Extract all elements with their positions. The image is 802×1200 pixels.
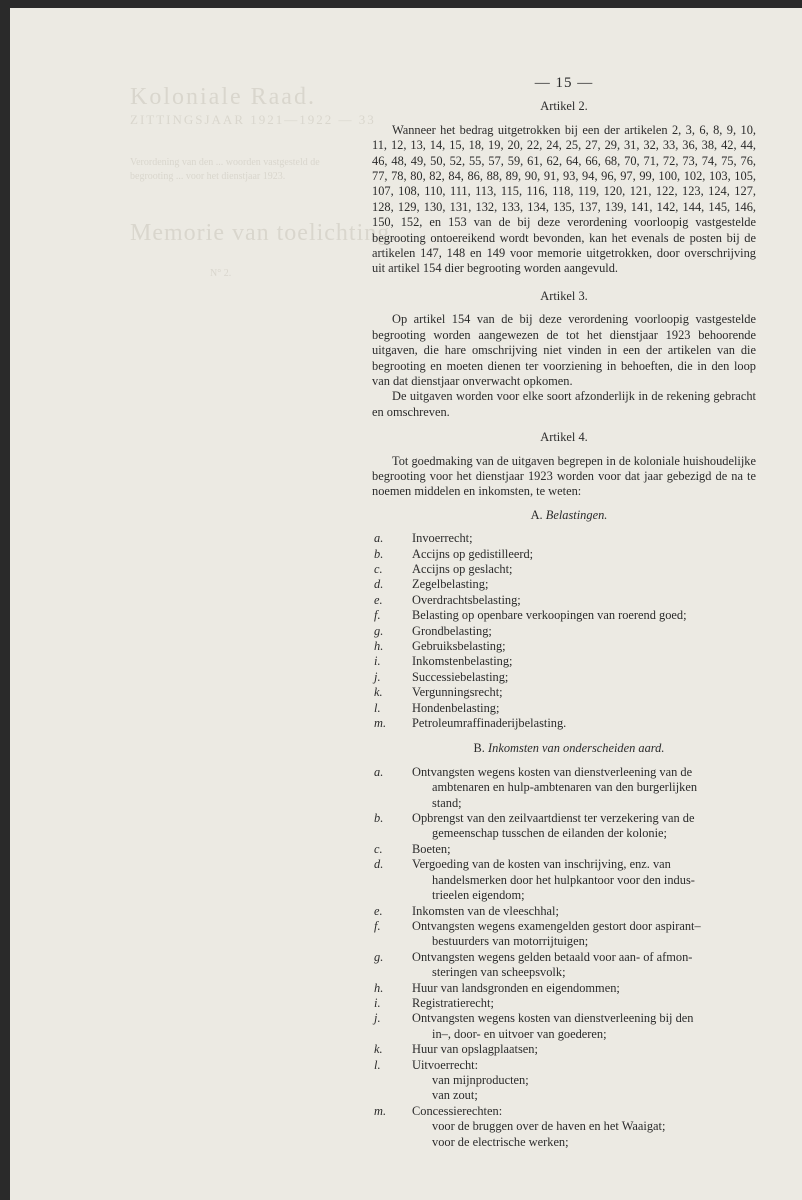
list-item-line: Vergoeding van de kosten van inschrijving, enz. van (412, 857, 671, 872)
list-item (372, 547, 756, 562)
list-item-letter: f. (374, 918, 381, 933)
list-item-line: Concessierechten: (412, 1103, 503, 1118)
section-a-heading (382, 508, 756, 523)
list-item-letter: c. (374, 841, 383, 856)
list-item (372, 1058, 756, 1104)
list-item (372, 765, 756, 811)
list-item (372, 996, 756, 1011)
list-item (372, 857, 756, 903)
page-number: — 15 — (534, 75, 594, 91)
list-item-letter: i. (374, 995, 381, 1010)
list-item-letter: m. (374, 716, 387, 731)
bleed-through-note: Verordening van den ... woorden vastgesteld de begrooting ... voor het dienstjaar 1923. (130, 157, 320, 182)
list-item-letter: m. (374, 1103, 387, 1118)
list-item-text: Accijns op geslacht; (412, 561, 513, 576)
list-item (372, 950, 756, 981)
list-item-line: Ontvangsten wegens kosten van dienstverleening van de (412, 764, 693, 779)
list-item-text: Overdrachtsbelasting; (412, 592, 521, 607)
list-item-letter: h. (374, 980, 384, 995)
list-item (372, 654, 756, 669)
list-item-line: bestuurders van motorrijtuigen; (432, 934, 589, 949)
list-item-text (412, 1011, 756, 1042)
list-item (372, 670, 756, 685)
list-item-text: Invoerrecht; (412, 531, 473, 546)
article-2-heading: Artikel 2. (540, 99, 588, 114)
list-item-letter: d. (374, 577, 384, 592)
section-a-prefix: A. (530, 507, 543, 522)
list-item-line: voor de electrische werken; (432, 1134, 569, 1149)
article-2-text: Wanneer het bedrag uitgetrokken bij een der artikelen 2, 3, 6, 8, 9, 10, 11, 12, 13, 14, 15, 18, 19, 20, 22, 24, 25, 27, 29, 31, 32, 33, 36, 38, 42, 44, 46, 48, 49, 50, 52, 55, 57, 59, 61, 62, 64, 66, 68, 70, 71, 72, 73, 74, 75, 76, 77, 78, 80, 82, 84, 86, 88, 89, 90, 91, 93, 94, 96, 97, 99, 100, 102, 103, 105, 107, 108, 110, 111, 113, 115, 116, 118, 119, 120, 121, 122, 123, 124, 127, 128, 129, 130, 131, 132, 133, 134, 135, 137, 139, 141, 142, 144, 145, 146, 150, 152, en 153 van de bij deze verordening voorloopig vastgestelde begrooting ontoereikend wordt bevonden, kan het evenals de posten bij de artikelen 147, 148 en 149 voor memorie uitgetrokken, door overschrijving uit artikel 154 dier begrooting worden aangevuld. (372, 122, 756, 276)
list-item-letter: i. (374, 654, 381, 669)
list-item-line: gemeenschap tusschen de eilanden der kolonie; (432, 826, 667, 841)
list-item-line: ambtenaren en hulp-ambtenaren van den burgerlijken (432, 780, 698, 795)
list-item-line: van mijnproducten; (432, 1072, 529, 1087)
list-item-text (412, 981, 756, 996)
text-column (372, 76, 756, 1150)
list-item-text (412, 919, 756, 950)
list-item-line: van zout; (432, 1088, 478, 1103)
list-item-text: Petroleumraffinaderijbelasting. (412, 716, 567, 731)
list-item (372, 1042, 756, 1057)
list-item-line: Opbrengst van den zeilvaartdienst ter verzekering van de (412, 811, 695, 826)
list-item-line: Huur van landsgronden en eigendommen; (412, 980, 620, 995)
section-b-prefix: B. (473, 741, 485, 756)
list-item-line: Ontvangsten wegens gelden betaald voor aan- of afmon- (412, 949, 693, 964)
list-item-letter: k. (374, 685, 383, 700)
list-item-text: Accijns op gedistilleerd; (412, 546, 534, 561)
section-b-heading (382, 741, 756, 756)
list-item-line: Registratierecht; (412, 995, 494, 1010)
list-item-letter: g. (374, 949, 384, 964)
list-item-line: Uitvoerrecht: (412, 1057, 479, 1072)
list-item-line: handelsmerken door het hulpkantoor voor den indus- (432, 872, 695, 887)
list-item-line: Huur van opslagplaatsen; (412, 1042, 538, 1057)
bleed-through-title: Koloniale Raad. (130, 84, 316, 110)
list-item-line: Inkomsten van de vleeschhal; (412, 903, 559, 918)
list-item-line: stand; (432, 795, 462, 810)
list-item (372, 701, 756, 716)
list-item-text: Grondbelasting; (412, 623, 492, 638)
list-item-line: steringen van scheepsvolk; (432, 965, 566, 980)
list-item-text (412, 1042, 756, 1057)
list-item (372, 1104, 756, 1150)
article-3-heading: Artikel 3. (540, 288, 588, 303)
list-item-letter: d. (374, 857, 384, 872)
list-item-text: Zegelbelasting; (412, 577, 489, 592)
section-b-title: Inkomsten van onderscheiden aard. (488, 741, 665, 756)
list-item-line: Ontvangsten wegens kosten van dienstverleening bij den (412, 1011, 694, 1026)
list-item (372, 531, 756, 546)
bleed-through-heading: Memorie van toelichting. (130, 220, 398, 246)
list-item-text (412, 765, 756, 811)
list-item (372, 608, 756, 623)
list-item-line: voor de bruggen over de haven en het Waaigat; (432, 1119, 666, 1134)
list-item (372, 981, 756, 996)
list-item (372, 639, 756, 654)
list-item-letter: b. (374, 546, 384, 561)
document-page (10, 8, 802, 1200)
list-item (372, 577, 756, 592)
article-4-text: Tot goedmaking van de uitgaven begrepen in de koloniale huishoudelijke begrooting voor het dienstjaar 1923 worden voor dat jaar gebezigd de na te noemen middelen en inkomsten, te weten: (372, 453, 756, 499)
bleed-through-subtitle: ZITTINGSJAAR 1921—1922 — 33 (130, 112, 376, 127)
list-item-text (412, 904, 756, 919)
list-item (372, 716, 756, 731)
bleed-through-number: N° 2. (210, 268, 232, 279)
article-4-heading: Artikel 4. (540, 430, 588, 445)
list-item-text: Successiebelasting; (412, 669, 509, 684)
list-item (372, 685, 756, 700)
list-item-letter: k. (374, 1042, 383, 1057)
list-item-letter: f. (374, 608, 381, 623)
list-item (372, 811, 756, 842)
section-a-title: Belastingen. (545, 507, 608, 522)
list-item (372, 1011, 756, 1042)
list-item-text (412, 950, 756, 981)
list-item-line: in–, door- en uitvoer van goederen; (432, 1026, 607, 1041)
list-item-letter: l. (374, 700, 381, 715)
list-item-letter: g. (374, 623, 384, 638)
list-item-letter: e. (374, 592, 383, 607)
list-item-letter: a. (374, 531, 384, 546)
list-item-text (412, 857, 756, 903)
list-item (372, 562, 756, 577)
list-item-text: Belasting op openbare verkoopingen van roerend goed; (412, 608, 687, 623)
section-a-list (372, 531, 756, 731)
list-item (372, 593, 756, 608)
list-item-text (412, 1104, 756, 1150)
article-3-text-2: De uitgaven worden voor elke soort afzonderlijk in de rekening gebracht en omschreven. (372, 389, 756, 419)
article-3-text-1: Op artikel 154 van de bij deze verordening voorloopig vastgestelde begrooting worden aangewezen de tot het dienstjaar 1923 behoorende uitgaven, die hare omschrijving niet vinden in een der artikelen van die begrooting en moeten dienen ter voorziening in behoeften, die in den loop van dat dienstjaar onverwacht opkomen. (372, 312, 756, 388)
list-item-letter: j. (374, 1011, 381, 1026)
list-item-text (412, 842, 756, 857)
list-item-letter: c. (374, 561, 383, 576)
list-item-text (412, 1058, 756, 1104)
section-b-list (372, 765, 756, 1150)
list-item-text: Hondenbelasting; (412, 700, 500, 715)
list-item (372, 842, 756, 857)
list-item-letter: e. (374, 903, 383, 918)
list-item (372, 624, 756, 639)
list-item-line: Ontvangsten wegens examengelden gestort door aspirant– (412, 918, 701, 933)
list-item-line: trieelen eigendom; (432, 888, 525, 903)
list-item (372, 904, 756, 919)
list-item-line: Boeten; (412, 841, 451, 856)
list-item-text: Vergunningsrecht; (412, 685, 503, 700)
list-item-text: Gebruiksbelasting; (412, 639, 506, 653)
list-item-letter: j. (374, 669, 381, 684)
list-item-letter: b. (374, 811, 384, 826)
list-item-letter: a. (374, 764, 384, 779)
list-item-text (412, 811, 756, 842)
list-item-text: Inkomstenbelasting; (412, 654, 513, 669)
list-item (372, 919, 756, 950)
list-item-letter: l. (374, 1057, 381, 1072)
list-item-letter: h. (374, 639, 384, 653)
list-item-text (412, 996, 756, 1011)
